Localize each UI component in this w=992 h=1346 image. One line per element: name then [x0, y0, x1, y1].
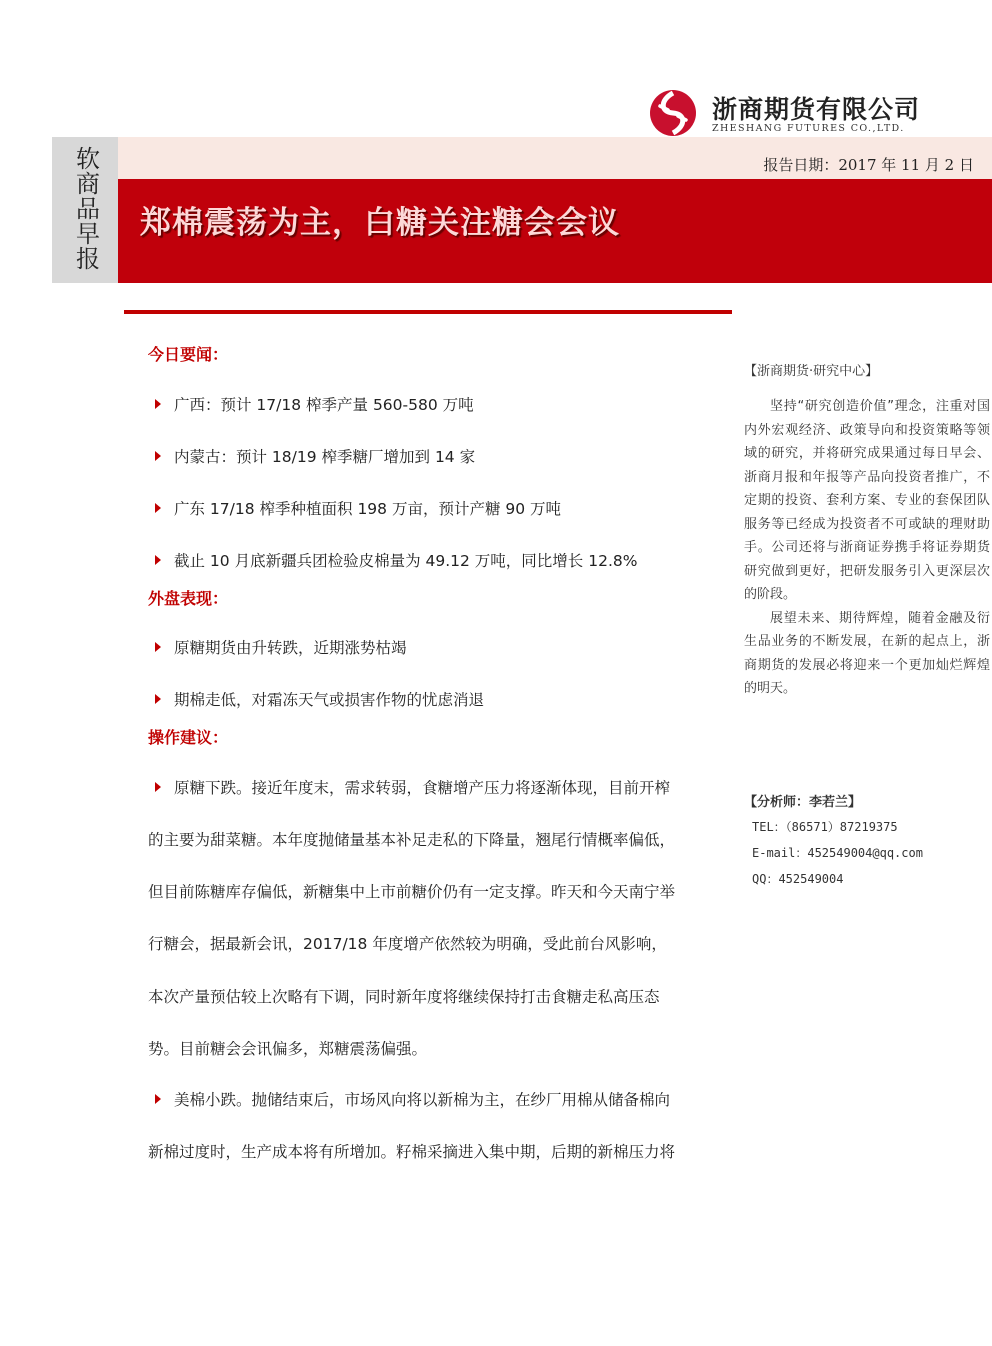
analyst-tel: TEL：（86571）87219375 [752, 820, 898, 834]
advice-sugar-line: 的主要为甜菜糖。本年度抛储量基本补足走私的下降量，翘尾行情概率偏低， [148, 831, 676, 849]
advice-sugar-line: 原糖下跌。接近年度末，需求转弱，食糖增产压力将逐渐体现，目前开榨 [155, 776, 715, 798]
news-item: 内蒙古：预计 18/19 榨季糖厂增加到 14 家 [155, 445, 475, 467]
bullet-arrow-icon [155, 642, 161, 652]
advice-sugar-line: 行糖会，据最新会讯，2017/18 年度增产依然较为明确，受此前台风影响， [148, 935, 667, 953]
bullet-arrow-icon [155, 555, 161, 565]
advice-sugar-line: 本次产量预估较上次略有下调，同时新年度将继续保持打击食糖走私高压态 [148, 988, 660, 1006]
sidebar-paragraph: 展望未来、期待辉煌，随着金融及衍生品业务的不断发展，在新的起点上，浙商期货的发展必将迎来一个更加灿烂辉煌的明天。 [744, 610, 990, 696]
bullet-arrow-icon [155, 782, 161, 792]
company-logo [646, 88, 936, 138]
company-name: 浙商期货有限公司 [712, 95, 921, 124]
analyst-name: 【分析师：李若兰】 [744, 795, 862, 810]
date-band [118, 137, 992, 179]
divider [124, 310, 732, 314]
news-item: 广西：预计 17/18 榨季产量 560-580 万吨 [155, 393, 474, 415]
zheshang-logo-icon [646, 88, 700, 138]
overseas-item: 原糖期货由升转跌，近期涨势枯竭 [155, 636, 407, 658]
bullet-arrow-icon [155, 503, 161, 513]
sidebar-heading: 【浙商期货·研究中心】 [744, 364, 879, 379]
bullet-arrow-icon [155, 694, 161, 704]
news-heading: 今日要闻： [148, 345, 229, 364]
bullet-arrow-icon [155, 399, 161, 409]
advice-sugar-line: 但目前陈糖库存偏低，新糖集中上市前糖价仍有一定支撑。昨天和今天南宁举 [148, 883, 676, 901]
title-band [118, 179, 992, 283]
news-item: 截止 10 月底新疆兵团检验皮棉量为 49.12 万吨，同比增长 12.8% [155, 549, 637, 571]
analyst-email: E-mail：452549004@qq.com [752, 846, 923, 860]
advice-sugar-line: 势。目前糖会会讯偏多，郑糖震荡偏强。 [148, 1040, 428, 1058]
report-date: 报告日期：2017 年 11 月 2 日 [763, 156, 974, 174]
overseas-item: 期棉走低，对霜冻天气或损害作物的忧虑消退 [155, 688, 484, 710]
advice-cotton-line: 新棉过度时，生产成本将有所增加。籽棉采摘进入集中期，后期的新棉压力将 [148, 1143, 676, 1161]
news-item: 广东 17/18 榨季种植面积 198 万亩，预计产糖 90 万吨 [155, 497, 561, 519]
advice-cotton-line: 美棉小跌。抛储结束后，市场风向将以新棉为主，在纱厂用棉从储备棉向 [155, 1088, 715, 1110]
category-tab [52, 137, 118, 283]
bullet-arrow-icon [155, 451, 161, 461]
report-title: 郑棉震荡为主，白糖关注糖会会议 [140, 205, 620, 241]
category-tab-label: 软商品早报 [76, 145, 100, 273]
analyst-qq: QQ：452549004 [752, 872, 844, 886]
company-name-en: ZHESHANG FUTURES CO.,LTD. [712, 123, 905, 134]
research-center-sidebar [744, 360, 990, 701]
advice-heading: 操作建议： [148, 728, 229, 747]
sidebar-paragraph: 坚持“研究创造价值”理念，注重对国内外宏观经济、政策导向和投资策略等领域的研究，并将研究成果通过每日早会、浙商月报和年报等产品向投资者推广，不定期的投资、套利方案、专业的套保团队服务等已经成为投资者不可或缺的理财助手。公司还将与浙商证券携手将证券期货研究做到更好，把研发服务引入更深层次的阶段。 [744, 399, 990, 602]
bullet-arrow-icon [155, 1094, 161, 1104]
overseas-heading: 外盘表现： [148, 589, 229, 608]
